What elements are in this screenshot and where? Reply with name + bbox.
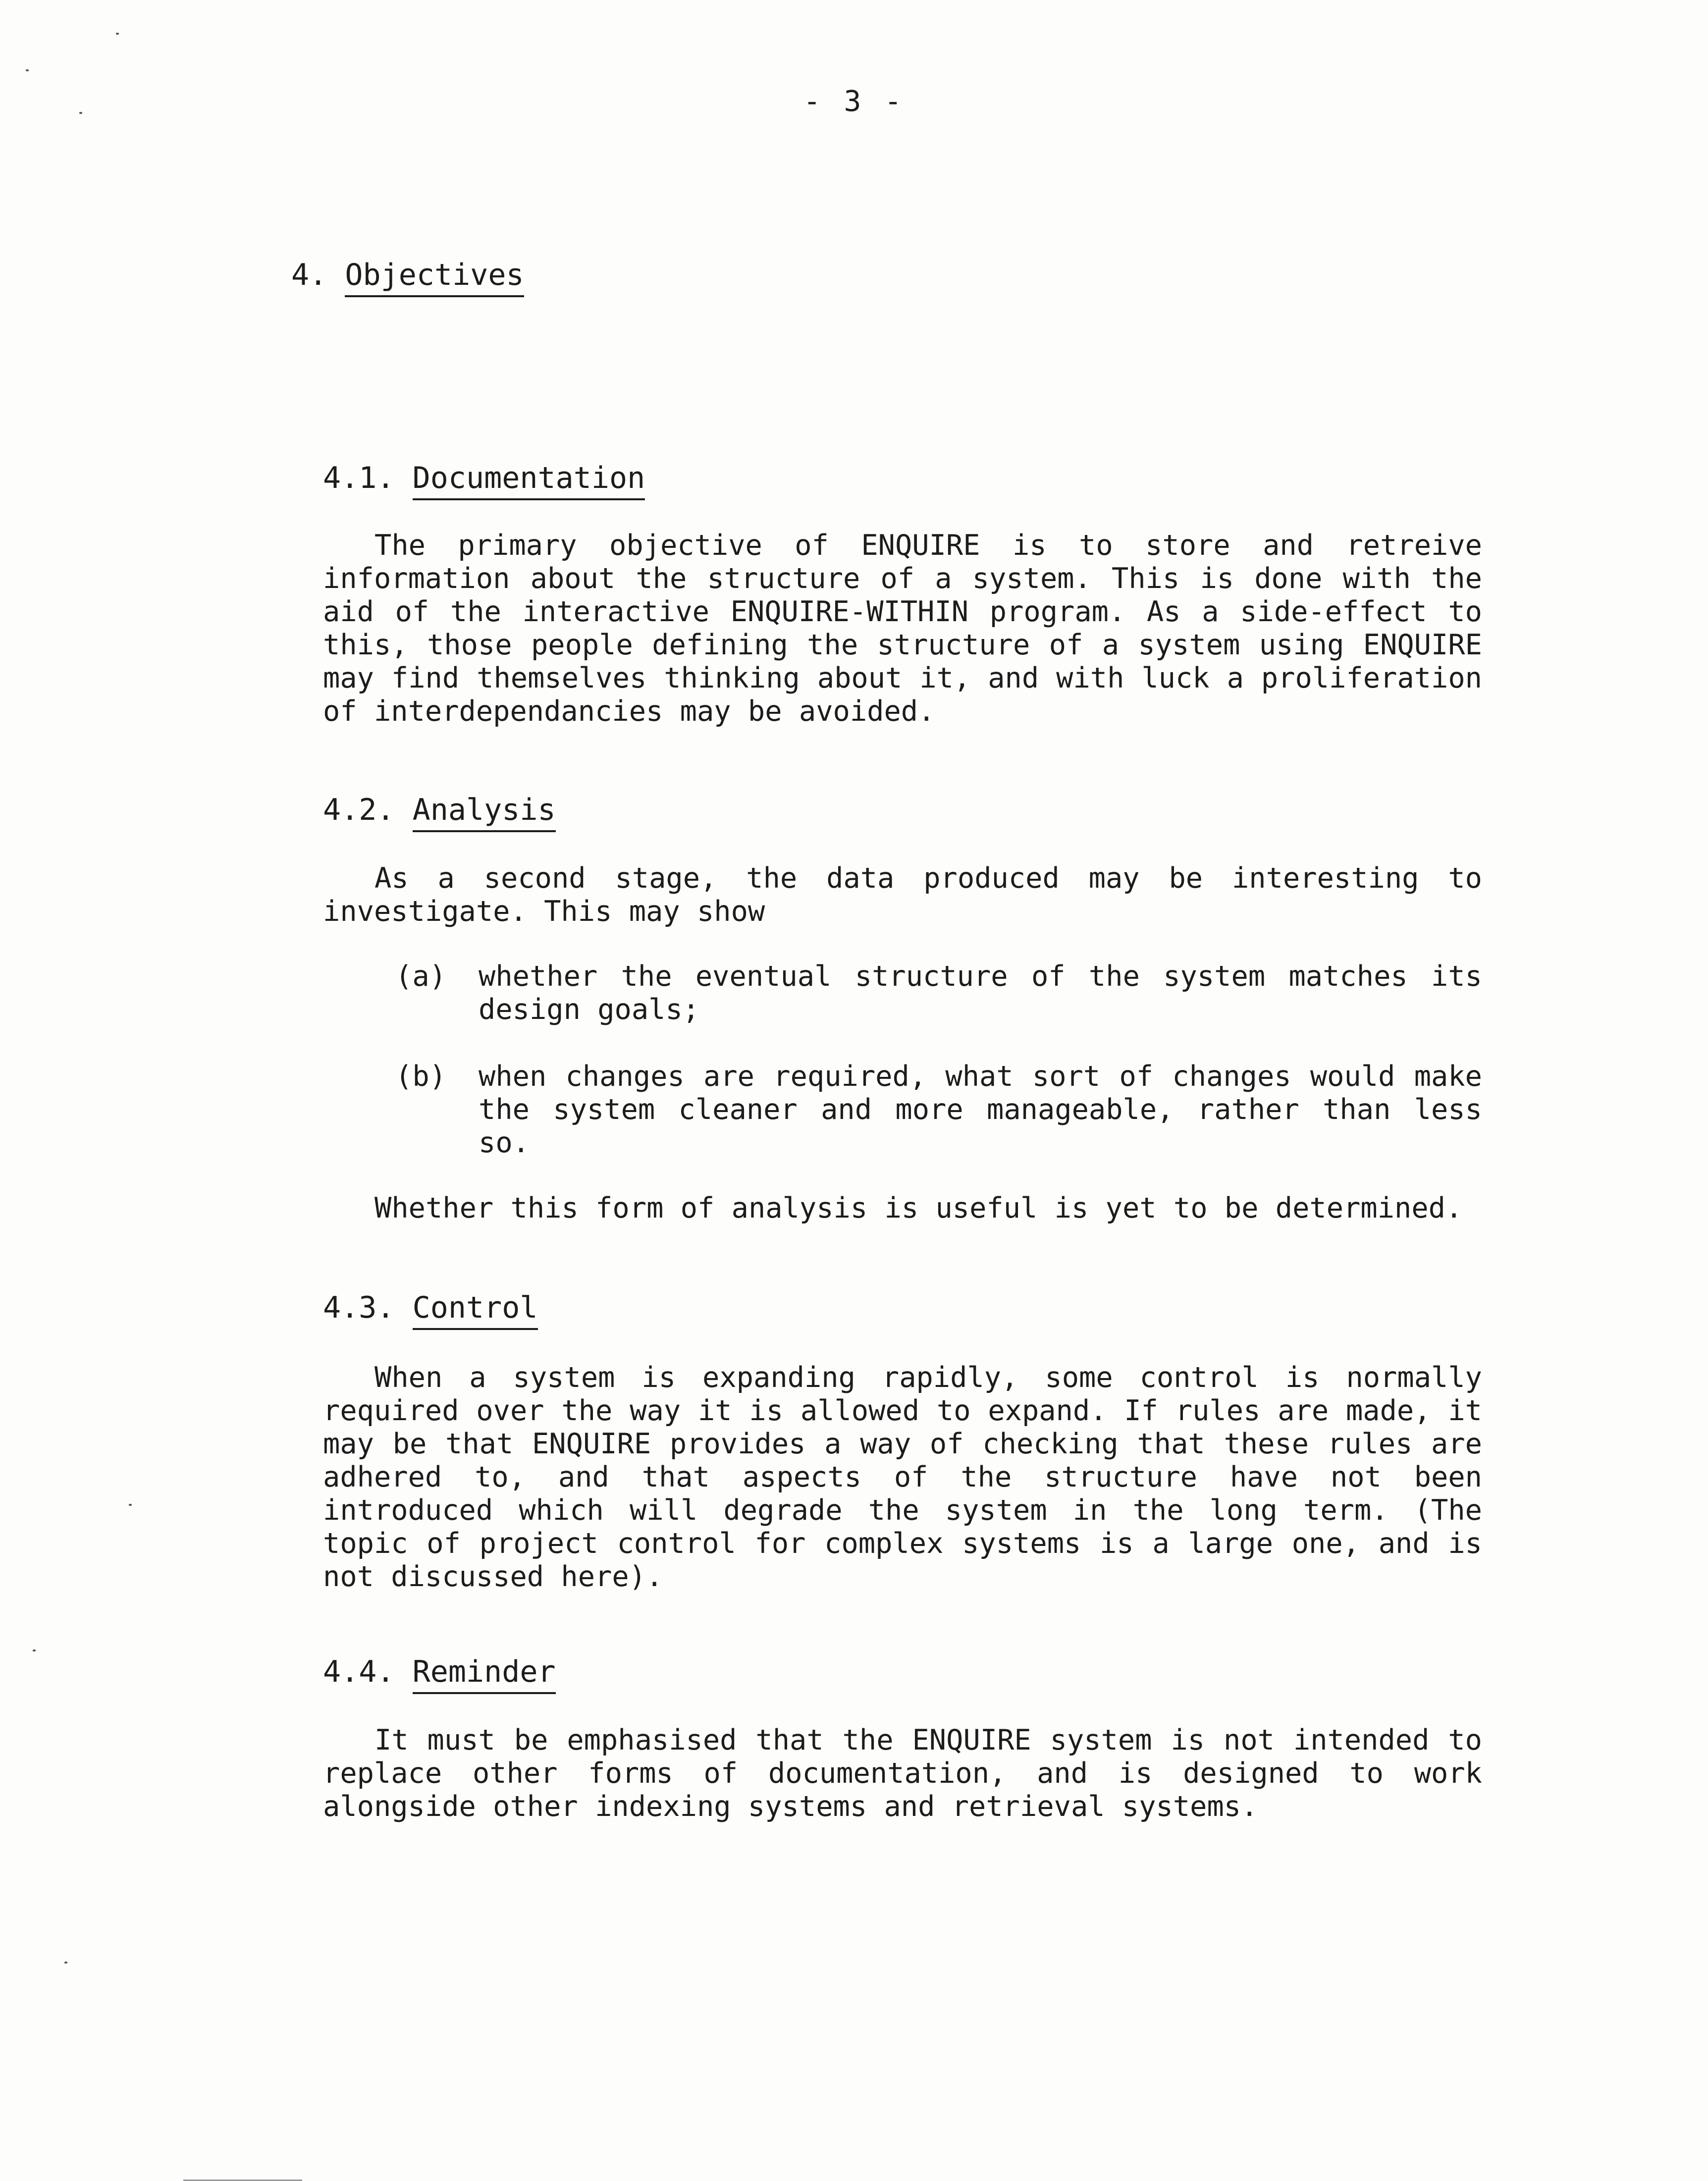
section-heading-control (323, 1290, 538, 1325)
page-number: - 3 - (803, 84, 905, 118)
scan-speck (33, 1649, 36, 1651)
scan-speck (26, 69, 29, 71)
list-item-b (395, 1060, 1482, 1160)
section-heading-objectives (291, 258, 524, 292)
section-title: Documentation (413, 461, 645, 500)
section-number: 4.1. (323, 461, 395, 495)
section-number: 4.4. (323, 1654, 395, 1689)
scan-speck (64, 1962, 67, 1964)
section-heading-reminder (323, 1654, 556, 1689)
section-heading-analysis (323, 793, 556, 827)
list-text: whether the eventual structure of the system matches its design goals; (479, 960, 1482, 1026)
section-number: 4.2. (323, 793, 395, 827)
list-marker: (b) (395, 1060, 446, 1093)
heading-number: 4. (291, 258, 327, 292)
paragraph-text: It must be emphasised that the ENQUIRE system is not intended to replace other forms of documentation, and is designed to work alongside other indexing systems and retrieval systems. (323, 1724, 1482, 1823)
heading-title: Objectives (345, 258, 524, 297)
section-title: Reminder (413, 1654, 556, 1694)
paragraph-documentation (323, 529, 1482, 728)
section-number: 4.3. (323, 1290, 395, 1325)
scan-speck (79, 112, 82, 114)
list-item-a (395, 960, 1482, 1026)
paragraph-text: Whether this form of analysis is useful is yet to be determined. (374, 1192, 1463, 1224)
section-title: Control (413, 1290, 538, 1330)
list-text: when changes are required, what sort of changes would make the system cleaner and more manageable, rather than less so. (479, 1060, 1482, 1159)
paragraph-text: The primary objective of ENQUIRE is to store and retreive information about the structure of a system. This is done with the aid of the interactive ENQUIRE-WITHIN program. As a side-effect to this, those people defining the structure of a system using ENQUIRE may find themselves thinking about it, and with luck a proliferation of interdependancies may be avoided. (323, 529, 1482, 728)
paragraph-text: When a system is expanding rapidly, some control is normally required over the way it is allowed to expand. If rules are made, it may be that ENQUIRE provides a way of checking that these rules are adhered to, and that aspects of the structure have not been introduced which will degrade the system in the long term. (The topic of project control for complex systems is a large one, and is not discussed here). (323, 1361, 1482, 1593)
section-title: Analysis (413, 793, 556, 832)
paragraph-analysis-closing (323, 1192, 1482, 1225)
list-marker: (a) (395, 960, 446, 993)
paragraph-text: As a second stage, the data produced may be interesting to investigate. This may show (323, 862, 1482, 928)
scan-speck (116, 33, 119, 35)
scan-speck (129, 1504, 132, 1506)
paragraph-analysis (323, 862, 1482, 928)
paragraph-reminder (323, 1724, 1482, 1823)
paragraph-control (323, 1361, 1482, 1594)
section-heading-documentation (323, 461, 645, 495)
